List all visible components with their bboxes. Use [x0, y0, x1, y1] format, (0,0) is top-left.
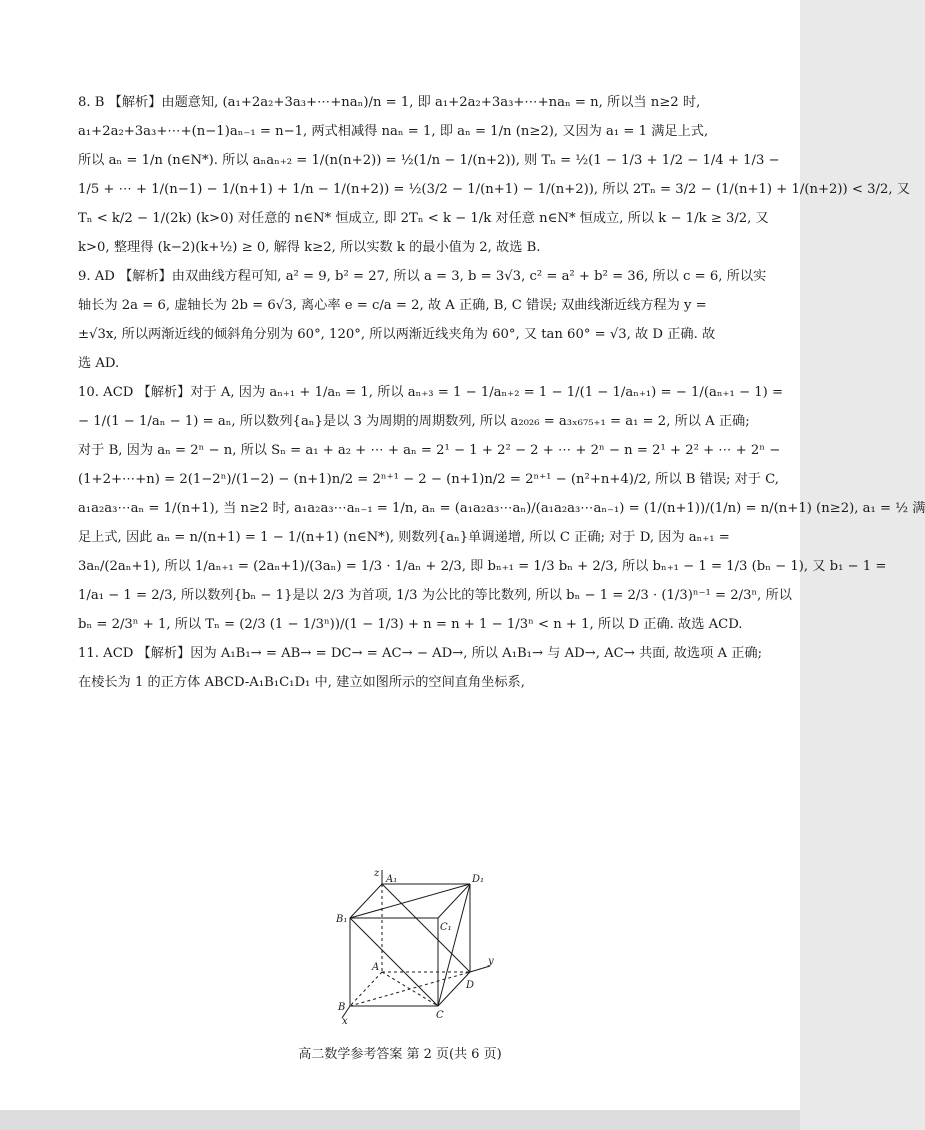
vertex-label-a1: A₁ [386, 874, 398, 885]
text-line: 8. B 【解析】由题意知, (a₁+2a₂+3a₃+⋯+naₙ)/n = 1, 即 a₁+2a₂+3a₃+⋯+naₙ = n, 所以当 n≥2 时, [78, 95, 701, 110]
text-line: k>0, 整理得 (k−2)(k+½) ≥ 0, 解得 k≥2, 所以实数 k 的最小值为 2, 故选 B. [78, 240, 541, 255]
text-line: 对于 B, 因为 aₙ = 2ⁿ − n, 所以 Sₙ = a₁ + a₂ + ⋯ + aₙ = 2¹ − 1 + 2² − 2 + ⋯ + 2ⁿ − n = 2¹ + 2² + ⋯ + 2ⁿ − [78, 443, 781, 458]
text-line: 选 AD. [78, 356, 120, 371]
vertex-label-a: A [372, 962, 380, 973]
text-line: 轴长为 2a = 6, 虚轴长为 2b = 6√3, 离心率 e = c/a = 2, 故 A 正确, B, C 错误; 双曲线渐近线方程为 y = [78, 298, 707, 313]
vertex-label-d: D [466, 980, 475, 991]
text-line: 1/a₁ − 1 = 2/3, 所以数列{bₙ − 1}是以 2/3 为首项, 1/3 为公比的等比数列, 所以 bₙ − 1 = 2/3 · (1/3)ⁿ⁻¹ = 2/3ⁿ, 所以 [78, 588, 792, 603]
text-line: 1/5 + ⋯ + 1/(n−1) − 1/(n+1) + 1/n − 1/(n+2)) = ½(3/2 − 1/(n+1) − 1/(n+2)), 所以 2Tₙ = 3/2 − (1/(n+1) + 1/(n+2)) < 3/2, 又 [78, 182, 910, 197]
text-line: 9. AD 【解析】由双曲线方程可知, a² = 9, b² = 27, 所以 a = 3, b = 3√3, c² = a² + b² = 36, 所以 c = 6, 所以实 [78, 269, 767, 284]
vertex-label-b: B [338, 1002, 346, 1013]
text-line: a₁a₂a₃⋯aₙ = 1/(n+1), 当 n≥2 时, a₁a₂a₃⋯aₙ₋₁ = 1/n, aₙ = (a₁a₂a₃⋯aₙ)/(a₁a₂a₃⋯aₙ₋₁) = (1/(n+1))/(1/n) = n/(n+1) (n≥2), a₁ = ½ 满 [78, 501, 925, 516]
text-line: 足上式, 因此 aₙ = n/(n+1) = 1 − 1/(n+1) (n∈N*), 则数列{aₙ}单调递增, 所以 C 正确; 对于 D, 因为 aₙ₊₁ = [78, 530, 730, 545]
text-line: Tₙ < k/2 − 1/(2k) (k>0) 对任意的 n∈N* 恒成立, 即 2Tₙ < k − 1/k 对任意 n∈N* 恒成立, 所以 k − 1/k ≥ 3/2, 又 [78, 211, 769, 226]
document-body [78, 88, 925, 697]
text-line: 所以 aₙ = 1/n (n∈N*). 所以 aₙaₙ₊₂ = 1/(n(n+2)) = ½(1/n − 1/(n+2)), 则 Tₙ = ½(1 − 1/3 + 1/2 − 1/4 + 1/3 − [78, 153, 780, 168]
vertex-label-b1: B₁ [336, 914, 348, 925]
text-line: (1+2+⋯+n) = 2(1−2ⁿ)/(1−2) − (n+1)n/2 = 2ⁿ⁺¹ − 2 − (n+1)n/2 = 2ⁿ⁺¹ − (n²+n+4)/2, 所以 B 错误; 对于 C, [78, 472, 779, 487]
vertex-label-c1: C₁ [440, 922, 452, 933]
text-line: 10. ACD 【解析】对于 A, 因为 aₙ₊₁ + 1/aₙ = 1, 所以 aₙ₊₃ = 1 − 1/aₙ₊₂ = 1 − 1/(1 − 1/aₙ₊₁) = − 1/(aₙ₊₁ − 1) = [78, 385, 784, 400]
text-line: 3aₙ/(2aₙ+1), 所以 1/aₙ₊₁ = (2aₙ+1)/(3aₙ) = 1/3 · 1/aₙ + 2/3, 即 bₙ₊₁ = 1/3 bₙ + 2/3, 所以 bₙ₊₁ − 1 = 1/3 (bₙ − 1), 又 b₁ − 1 = [78, 559, 887, 574]
text-line: bₙ = 2/3ⁿ + 1, 所以 Tₙ = (2/3 (1 − 1/3ⁿ))/(1 − 1/3) + n = n + 1 − 1/3ⁿ < n + 1, 所以 D 正确. 故选 ACD. [78, 617, 743, 632]
text-line: − 1/(1 − 1/aₙ − 1) = aₙ, 所以数列{aₙ}是以 3 为周期的周期数列, 所以 a₂₀₂₆ = a₃ₓ₆₇₅₊₁ = a₁ = 2, 所以 A 正确; [78, 414, 750, 429]
vertex-label-c: C [436, 1010, 444, 1021]
vertex-label-d1: D₁ [472, 874, 485, 885]
axis-label-x: x [342, 1016, 348, 1027]
text-line: ±√3x, 所以两渐近线的倾斜角分别为 60°, 120°, 所以两渐近线夹角为 60°, 又 tan 60° = √3, 故 D 正确. 故 [78, 327, 716, 342]
page-footer: 高二数学参考答案 第 2 页(共 6 页) [298, 1047, 502, 1062]
viewer-bottom-bar [0, 1110, 800, 1130]
axis-label-z: z [374, 868, 380, 879]
cube-figure [330, 866, 500, 1026]
text-line: 11. ACD 【解析】因为 A₁B₁→ = AB→ = DC→ = AC→ − AD→, 所以 A₁B₁→ 与 AD→, AC→ 共面, 故选项 A 正确; [78, 646, 763, 661]
text-line: 在棱长为 1 的正方体 ABCD-A₁B₁C₁D₁ 中, 建立如图所示的空间直角坐标系, [78, 675, 525, 690]
axis-label-y: y [488, 956, 494, 967]
text-line: a₁+2a₂+3a₃+⋯+(n−1)aₙ₋₁ = n−1, 两式相减得 naₙ = 1, 即 aₙ = 1/n (n≥2), 又因为 a₁ = 1 满足上式, [78, 124, 709, 139]
